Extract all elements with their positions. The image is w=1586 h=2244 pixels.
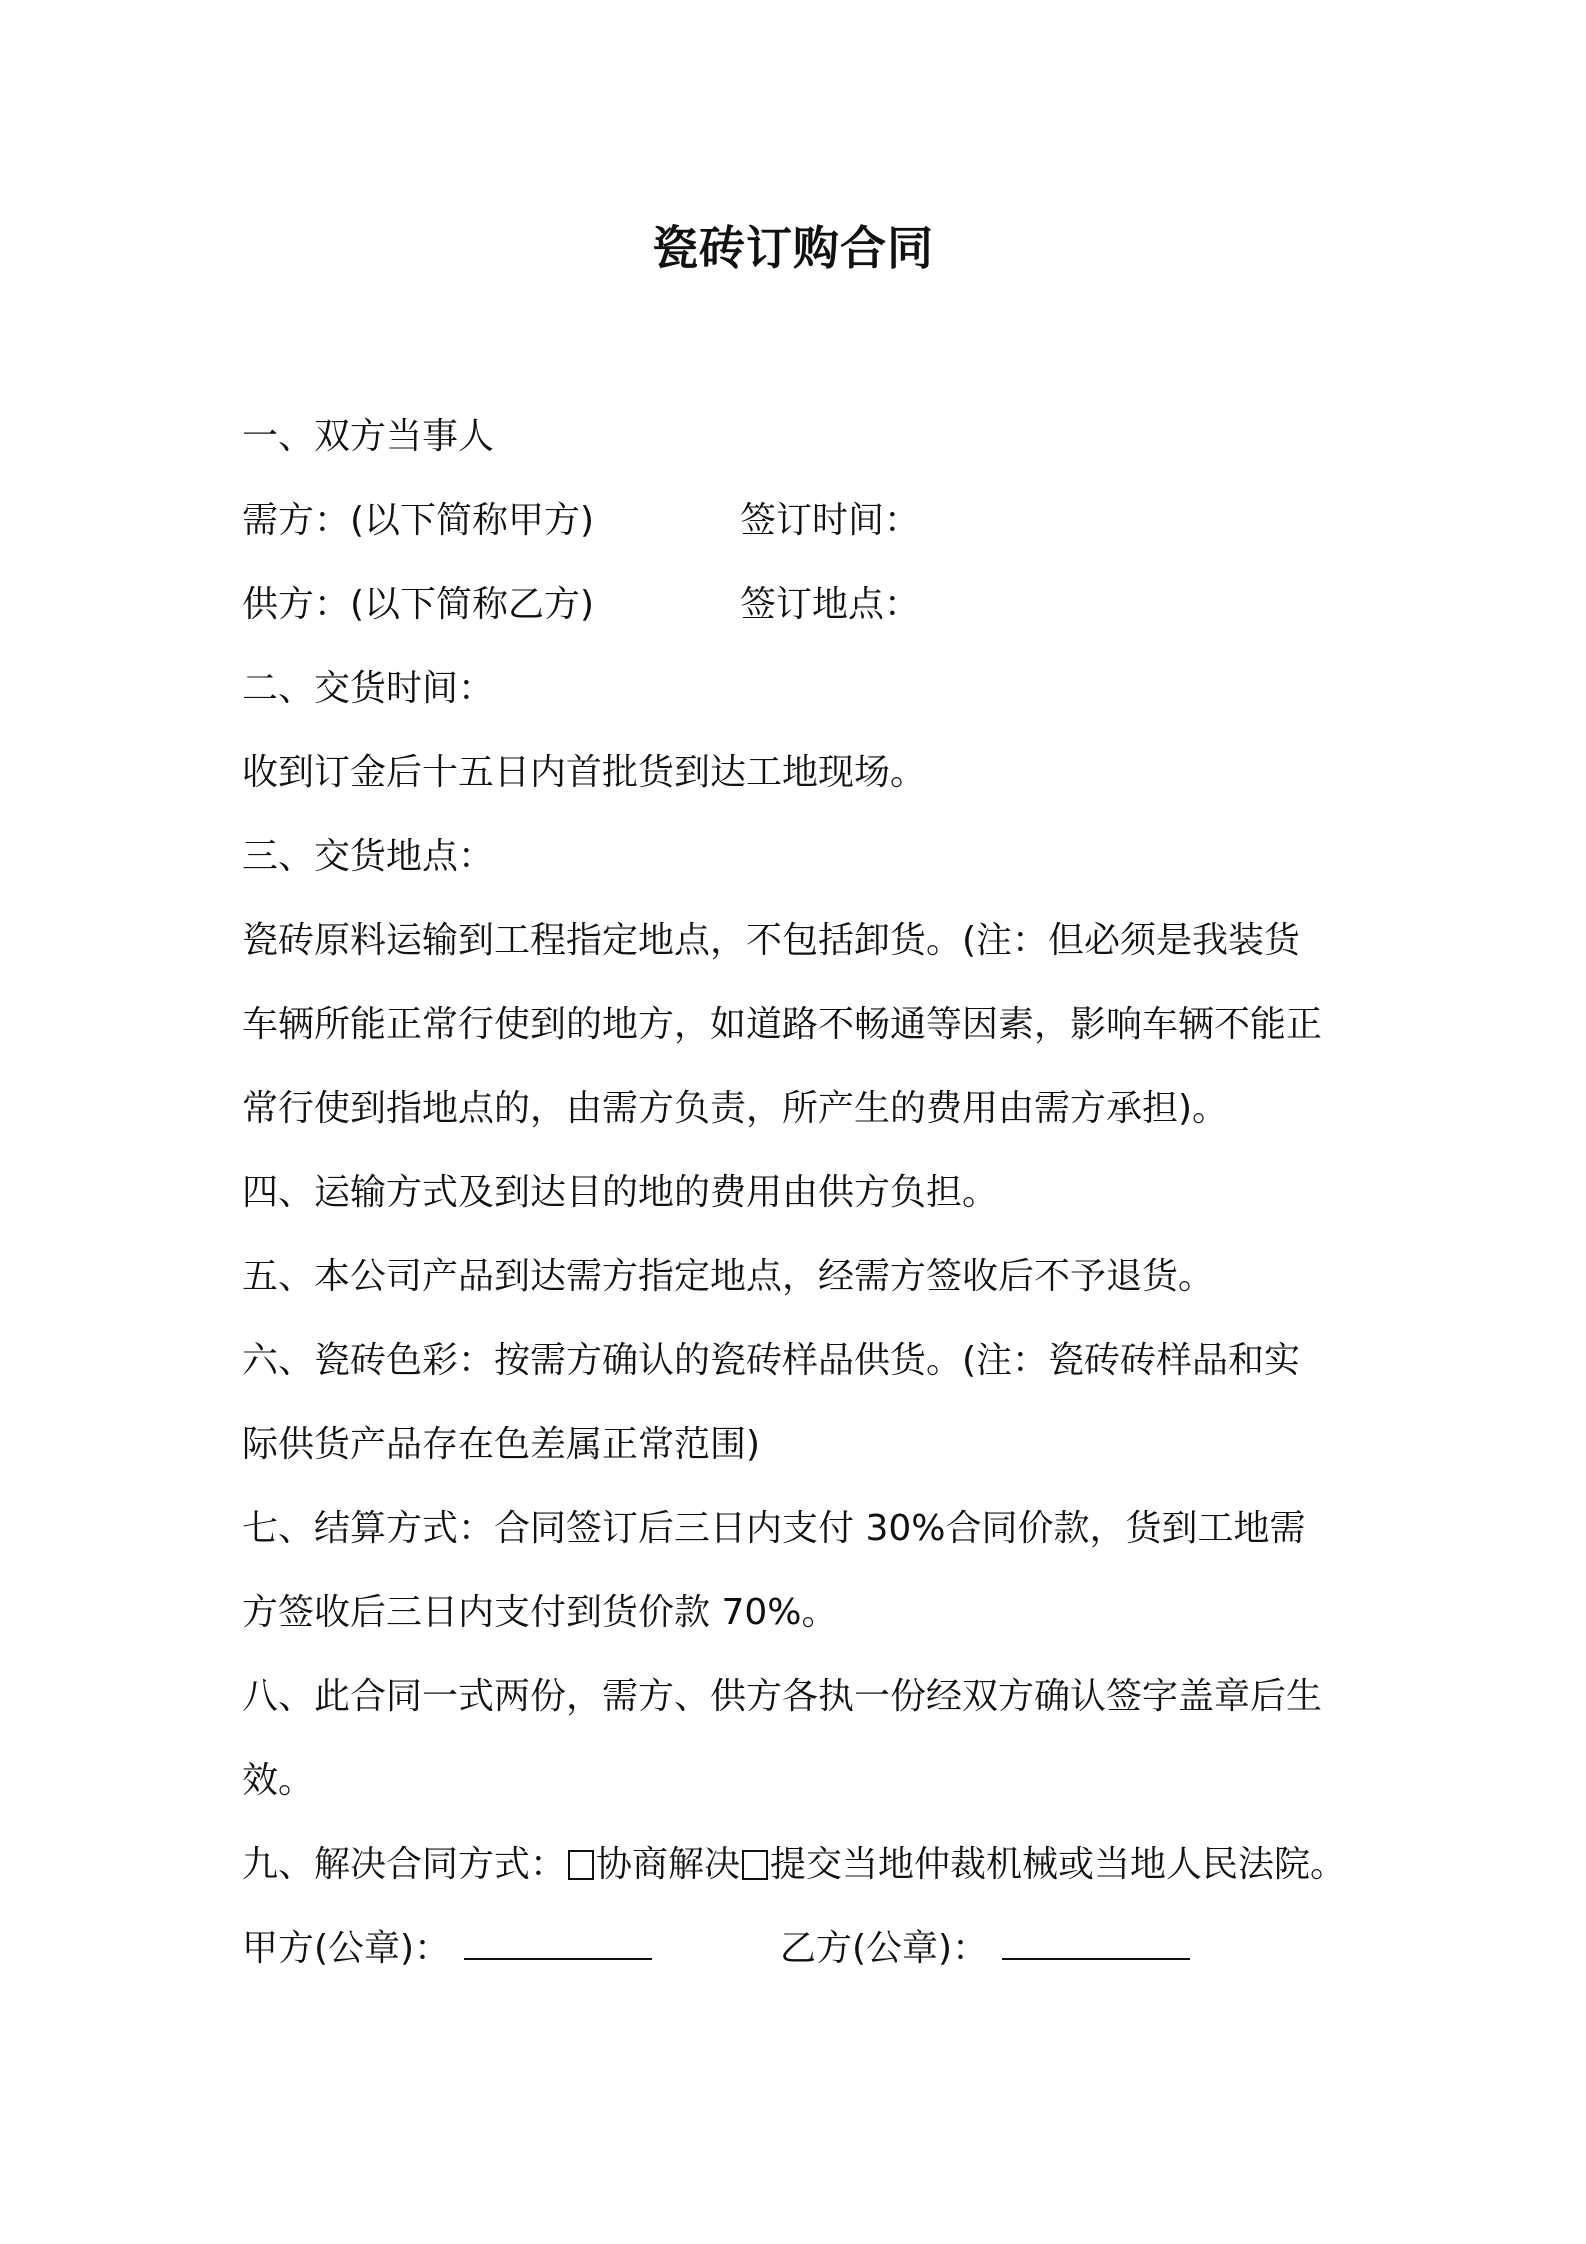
sign-place-label: 签订地点： xyxy=(740,584,921,625)
sign-time-label: 签订时间： xyxy=(740,500,921,541)
party-a-seal-blank[interactable] xyxy=(464,1928,652,1960)
section-7-line-2: 方签收后三日内支付到货价款 70%。 xyxy=(242,1592,838,1633)
section-1-heading: 一、双方当事人 xyxy=(242,416,495,457)
section-3-body-line-1: 瓷砖原料运输到工程指定地点，不包括卸货。(注：但必须是我装货 xyxy=(242,920,1301,961)
seller-label: 供方：(以下简称乙方) xyxy=(242,584,595,625)
section-9-option-1: 协商解决 xyxy=(596,1844,741,1885)
document-title: 瓷砖订购合同 xyxy=(652,221,934,275)
section-3-body-line-3: 常行使到指地点的，由需方负责，所产生的费用由需方承担)。 xyxy=(242,1088,1229,1129)
buyer-label: 需方：(以下简称甲方) xyxy=(242,500,595,541)
section-9-option-2: 提交当地仲裁机械或当地人民法院。 xyxy=(770,1844,1347,1885)
party-b-seal xyxy=(780,1924,1190,1974)
section-2-heading: 二、交货时间： xyxy=(242,668,495,709)
section-7-line-1: 七、结算方式：合同签订后三日内支付 30%合同价款，货到工地需 xyxy=(242,1508,1306,1549)
party-a-seal-label: 甲方(公章)： xyxy=(242,1928,451,1969)
section-3-heading: 三、交货地点： xyxy=(242,836,495,877)
section-6-line-1: 六、瓷砖色彩：按需方确认的瓷砖样品供货。(注：瓷砖砖样品和实 xyxy=(242,1340,1301,1381)
section-4: 四、运输方式及到达目的地的费用由供方负担。 xyxy=(242,1172,999,1213)
section-5: 五、本公司产品到达需方指定地点，经需方签收后不予退货。 xyxy=(242,1256,1215,1297)
buyer-row xyxy=(242,496,1342,546)
section-8-line-2: 效。 xyxy=(242,1760,315,1801)
section-6-line-2: 际供货产品存在色差属正常范围) xyxy=(242,1424,761,1465)
party-b-seal-blank[interactable] xyxy=(1002,1928,1190,1960)
section-9-prefix: 九、解决合同方式： xyxy=(242,1844,567,1885)
arbitration-checkbox[interactable] xyxy=(742,1850,768,1880)
section-8-line-1: 八、此合同一式两份，需方、供方各执一份经双方确认签字盖章后生 xyxy=(242,1676,1323,1717)
seal-row xyxy=(242,1924,1342,1974)
seller-row xyxy=(242,580,1342,630)
party-b-seal-label: 乙方(公章)： xyxy=(780,1928,989,1969)
negotiate-checkbox[interactable] xyxy=(568,1850,594,1880)
section-3-body-line-2: 车辆所能正常行使到的地方，如道路不畅通等因素，影响车辆不能正 xyxy=(242,1004,1323,1045)
section-9 xyxy=(242,1840,1346,1890)
section-2-body: 收到订金后十五日内首批货到达工地现场。 xyxy=(242,752,927,793)
